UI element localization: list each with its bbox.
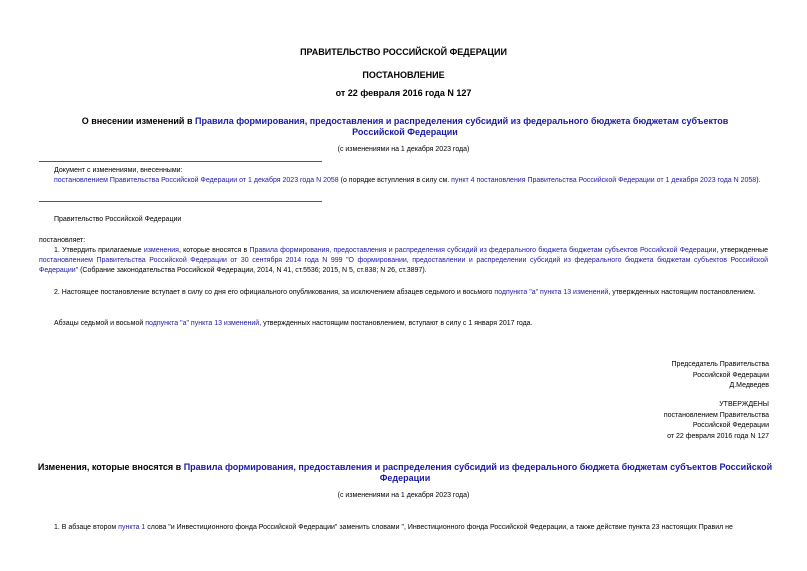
changes-revision-note: (с изменениями на 1 декабря 2023 года) bbox=[337, 492, 470, 499]
paragraph-2: 2. Настоящее постановление вступает в силу со дня его официального опубликования, за исключением абзацев седьмого и восьмого подпункта "а" пункта 13 изменений, утвержденных настоящим постановлением. bbox=[54, 289, 756, 296]
signature-org: Российской Федерации bbox=[692, 371, 769, 379]
government-name: Правительство Российской Федерации bbox=[54, 216, 182, 223]
document-type: ПОСТАНОВЛЕНИЕ bbox=[362, 70, 445, 80]
decree-999-link[interactable]: постановлением Правительства Российской Федерации от 30 сентября 2014 года N 999 "О формировании, предоставлении и распределении субсидий из федерального бюджета бюджетам субъектов Российской Федерации" bbox=[39, 257, 768, 274]
subpoint-a-link-2[interactable]: подпункта "а" пункта 13 изменений bbox=[145, 320, 260, 327]
paragraph-3: Абзацы седьмой и восьмой подпункта "а" пункта 13 изменений, утвержденных настоящим постановлением, вступают в силу с 1 января 2017 года. bbox=[54, 320, 533, 327]
title-prefix: О внесении изменений в bbox=[81, 116, 195, 126]
document-date-number: от 22 февраля 2016 года N 127 bbox=[335, 88, 472, 98]
subpoint-a-link[interactable]: подпункта "а" пункта 13 изменений bbox=[494, 289, 609, 296]
divider-bottom bbox=[39, 201, 322, 202]
amendments-intro: Документ с изменениями, внесенными: bbox=[54, 167, 183, 174]
amendments-text: постановлением Правительства Российской Федерации от 1 декабря 2023 года N 2058 (о порядке вступления в силу см. пункт 4 постановления Правительства Российской Федерации от 1 декабря 2023 года N 2058). bbox=[54, 177, 761, 184]
government-heading: ПРАВИТЕЛЬСТВО РОССИЙСКОЙ ФЕДЕРАЦИИ bbox=[300, 47, 507, 57]
approved-block: УТВЕРЖДЕНЫ постановлением Правительства Российской Федерации от 22 февраля 2016 года N 127 bbox=[663, 401, 769, 440]
paragraph-1: 1. Утвердить прилагаемые изменения, которые вносятся в Правила формирования, предоставления и распределения субсидий из федерального бюджета бюджетам субъектов Российской Федерации, утвержденные постановлением Правительства Российской Федерации от 30 сентября 2014 года N 999 "О формировании, предоставлении и распределении субсидий из федерального бюджета бюджетам субъектов Российской Федерации" (Собрание законодательства Российской Федерации, 2014, N 41, ст.5536; 2015, N 5, ст.838; N 26, ст.3897). bbox=[39, 247, 768, 274]
decree-2058-point4-link[interactable]: пункт 4 постановления Правительства Российской Федерации от 1 декабря 2023 года N 2058 bbox=[451, 177, 757, 184]
revision-note: (с изменениями на 1 декабря 2023 года) bbox=[337, 146, 470, 153]
rules-link[interactable]: Правила формирования, предоставления и распределения субсидий из федерального бюджета бюджетам субъектов Российской Федерации bbox=[194, 116, 729, 137]
changes-link[interactable]: изменения bbox=[143, 247, 179, 254]
point-1-link[interactable]: пункта 1 bbox=[118, 524, 146, 531]
rules-link-3[interactable]: Правила формирования, предоставления и распределения субсидий из федерального бюджета бюджетам субъектов Российской Федерации bbox=[183, 462, 773, 483]
approved-label: УТВЕРЖДЕНЫ bbox=[719, 401, 769, 408]
rules-link-2[interactable]: Правила формирования, предоставления и распределения субсидий из федерального бюджета бюджетам субъектов Российской Федерации bbox=[249, 247, 717, 254]
signature-block bbox=[672, 360, 769, 392]
document-title bbox=[60, 116, 750, 138]
changes-title: Изменения, которые вносятся в Правила формирования, предоставления и распределения субсидий из федерального бюджета бюджетам субъектов Российской Федерации bbox=[37, 462, 773, 483]
changes-item-1: 1. В абзаце втором пункта 1 слова "и Инвестиционного фонда Российской Федерации" заменить словами ", Инвестиционного фонда Российской Федерации, а также действие пункта 23 настоящих Правил не bbox=[54, 524, 733, 531]
divider-top bbox=[39, 161, 322, 162]
amendments-box bbox=[54, 166, 770, 186]
decrees-word: постановляет: bbox=[39, 237, 86, 244]
signature-title: Председатель Правительства bbox=[671, 361, 769, 368]
decree-2058-link[interactable]: постановлением Правительства Российской Федерации от 1 декабря 2023 года N 2058 bbox=[54, 177, 339, 184]
signature-name: Д.Медведев bbox=[729, 382, 769, 389]
